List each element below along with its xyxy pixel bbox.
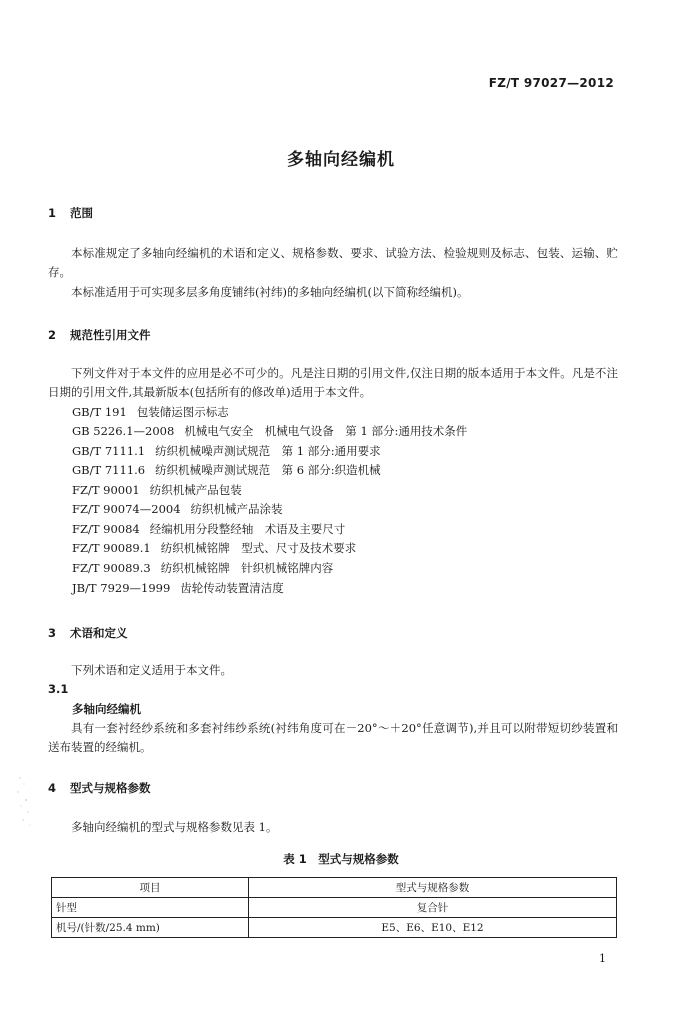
- table-header-cell: 型式与规格参数: [249, 878, 617, 898]
- reference-code: GB/T 191: [72, 405, 127, 419]
- reference-title: 纺织机械铭牌 针织机械铭牌内容: [160, 561, 334, 575]
- reference-title: 纺织机械铭牌 型式、尺寸及技术要求: [160, 541, 357, 555]
- spec-table: [51, 877, 617, 938]
- reference-item: [72, 461, 381, 480]
- reference-item: [72, 579, 284, 598]
- section-number: 4: [48, 781, 57, 795]
- section-title: 规范性引用文件: [70, 328, 151, 342]
- reference-title: 经编机用分段整经轴 术语及主要尺寸: [149, 522, 346, 536]
- term-name: 多轴向经编机: [72, 702, 141, 716]
- section-number: 1: [48, 206, 57, 220]
- reference-item: [72, 520, 345, 539]
- section-3-heading: [48, 625, 128, 641]
- spec-intro-paragraph: 多轴向经编机的型式与规格参数见表 1。: [71, 820, 278, 834]
- scope-paragraph-2: 本标准适用于可实现多层多角度铺纬(衬纬)的多轴向经编机(以下简称经编机)。: [71, 285, 469, 299]
- section-number: 2: [48, 328, 57, 342]
- reference-title: 纺织机械噪声测试规范 第 6 部分:织造机械: [155, 463, 381, 477]
- table-cell: 复合针: [249, 898, 617, 918]
- reference-item: [72, 481, 242, 500]
- term-definition: 具有一套衬经纱系统和多套衬纬纱系统(衬纬角度可在－20°～＋20°任意调节),并且可以附带短切纱装置和送布装置的经编机。: [48, 721, 618, 754]
- reference-title: 机械电气安全 机械电气设备 第 1 部分:通用技术条件: [184, 424, 468, 438]
- section-title: 型式与规格参数: [70, 781, 151, 795]
- scope-paragraph-1: 本标准规定了多轴向经编机的术语和定义、规格参数、要求、试验方法、检验规则及标志、包装、运输、贮存。: [48, 246, 618, 279]
- table-caption: 表 1 型式与规格参数: [283, 852, 399, 866]
- subclause-number: 3.1: [48, 682, 69, 696]
- reference-code: FZ/T 90089.1: [72, 541, 151, 555]
- reference-code: FZ/T 90084: [72, 522, 140, 536]
- reference-item: [72, 403, 229, 422]
- standard-code: FZ/T 97027—2012: [488, 76, 614, 90]
- reference-item: [72, 442, 381, 461]
- reference-item: [72, 559, 333, 578]
- table-row: [52, 898, 617, 918]
- scan-speckle-decoration: [14, 770, 44, 830]
- section-title: 范围: [70, 206, 93, 220]
- reference-item: [72, 500, 283, 519]
- reference-code: FZ/T 90089.3: [72, 561, 151, 575]
- table-header-cell: 项目: [52, 878, 249, 898]
- reference-code: JB/T 7929—1999: [72, 581, 171, 595]
- document-title: 多轴向经编机: [287, 150, 395, 170]
- section-title: 术语和定义: [70, 626, 128, 640]
- table-cell: 机号/(针数/25.4 mm): [52, 918, 249, 938]
- reference-title: 包装储运图示标志: [136, 405, 229, 419]
- reference-code: GB/T 7111.6: [72, 463, 146, 477]
- reference-title: 齿轮传动装置清洁度: [180, 581, 284, 595]
- section-1-heading: [48, 205, 93, 221]
- terms-intro-paragraph: 下列术语和定义适用于本文件。: [71, 663, 232, 677]
- table-header-row: [52, 878, 617, 898]
- table-cell: 针型: [52, 898, 249, 918]
- reference-title: 纺织机械产品涂装: [190, 502, 283, 516]
- reference-code: GB/T 7111.1: [72, 444, 146, 458]
- table-row: [52, 918, 617, 938]
- section-2-heading: [48, 327, 151, 343]
- reference-item: [72, 422, 467, 441]
- reference-code: FZ/T 90074—2004: [72, 502, 181, 516]
- reference-title: 纺织机械产品包装: [149, 483, 242, 497]
- reference-title: 纺织机械噪声测试规范 第 1 部分:通用要求: [155, 444, 381, 458]
- page-number: 1: [599, 952, 606, 965]
- table-cell: E5、E6、E10、E12: [249, 918, 617, 938]
- section-number: 3: [48, 626, 57, 640]
- section-4-heading: [48, 780, 151, 796]
- normative-intro-paragraph: 下列文件对于本文件的应用是必不可少的。凡是注日期的引用文件,仅注日期的版本适用于本文件。凡是不注日期的引用文件,其最新版本(包括所有的修改单)适用于本文件。: [48, 366, 618, 399]
- reference-item: [72, 539, 356, 558]
- reference-code: FZ/T 90001: [72, 483, 140, 497]
- reference-code: GB 5226.1—2008: [72, 424, 175, 438]
